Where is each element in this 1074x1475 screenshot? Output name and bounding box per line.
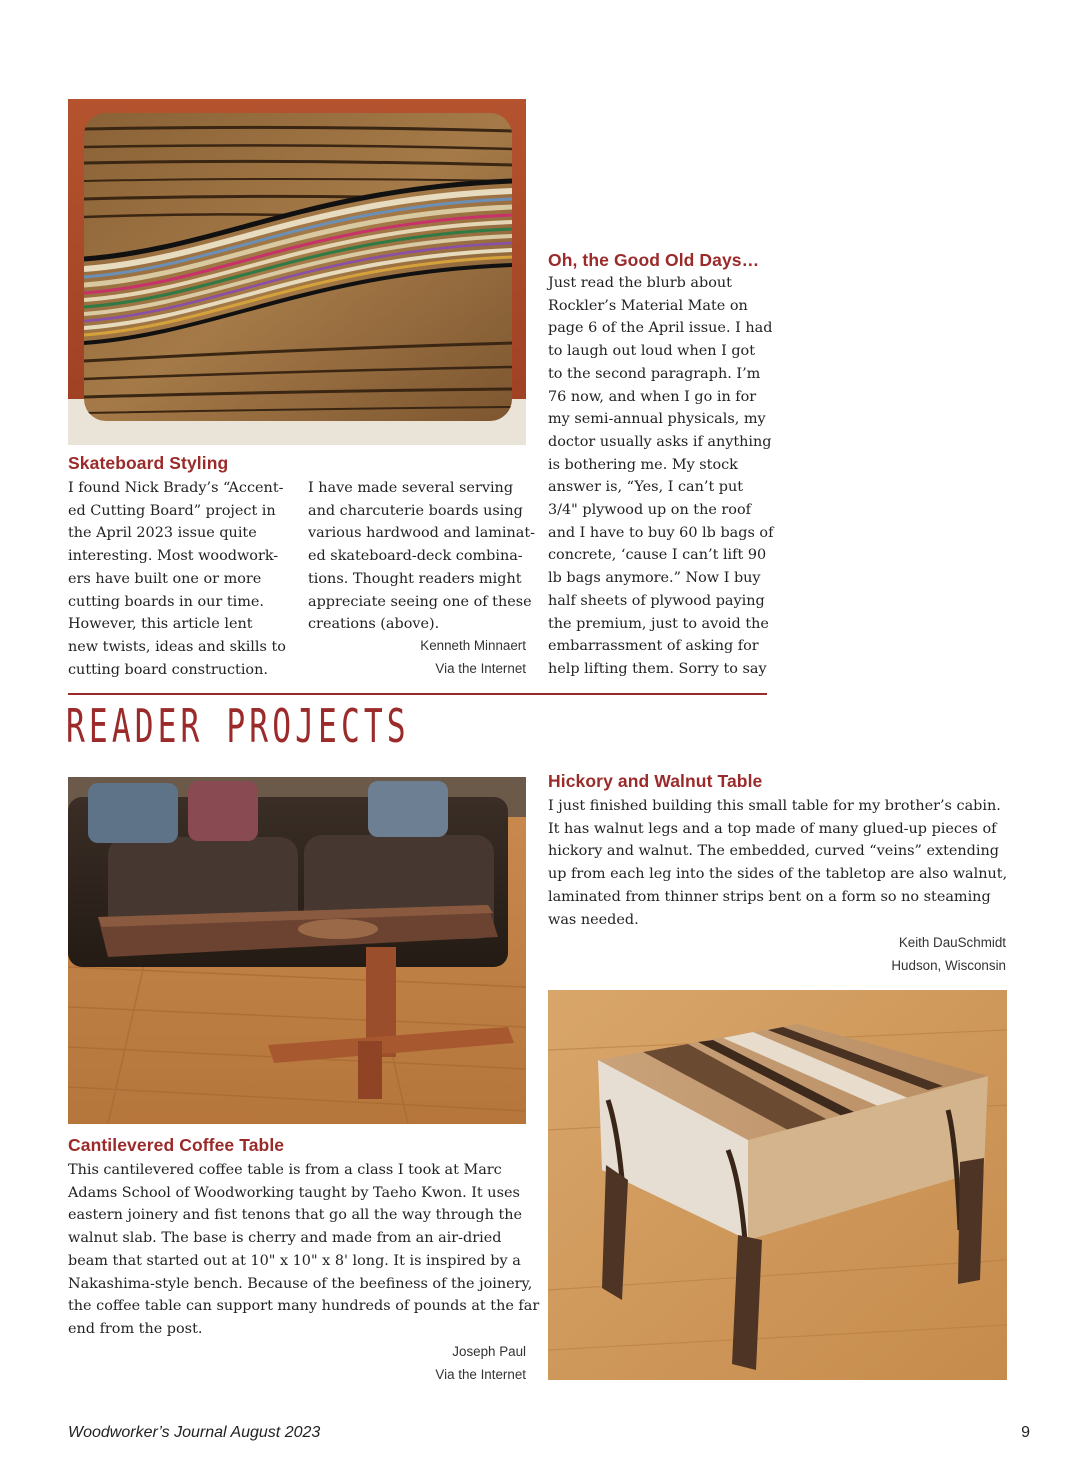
skateboard-styling-headline: Skateboard Styling <box>68 453 229 473</box>
text-line: ed skateboard-deck combina- <box>308 548 523 565</box>
text-line: half sheets of plywood paying <box>548 592 765 609</box>
hickory-table-photo <box>548 990 1007 1380</box>
skateboard-column-1 <box>68 477 286 681</box>
text-line: tions. Thought readers might <box>308 570 522 587</box>
text-line: lb bags anymore.” Now I buy <box>548 570 761 587</box>
text-line: to the second paragraph. I’m <box>548 365 761 382</box>
text-line: help lifting them. Sorry to say <box>548 660 767 677</box>
author-name: Joseph Paul <box>452 1344 526 1359</box>
text-line: page 6 of the April issue. I had <box>548 320 773 337</box>
footer-page-number: 9 <box>1021 1424 1030 1441</box>
text-line: beam that started out at 10" x 10" x 8' long. It is inspired by a <box>68 1252 521 1269</box>
text-line: This cantilevered coffee table is from a class I took at Marc <box>68 1162 502 1178</box>
coffee-table-headline: Cantilevered Coffee Table <box>68 1135 285 1155</box>
skateboard-column-2 <box>308 477 535 636</box>
text-line: I have made several serving <box>308 480 514 496</box>
author-location: Hudson, Wisconsin <box>891 957 1006 973</box>
good-old-days-column <box>548 272 773 681</box>
coffee-table-body <box>68 1159 539 1341</box>
text-line: answer is, “Yes, I can’t put <box>548 479 744 496</box>
footer-magazine-issue: Woodworker’s Journal August 2023 <box>68 1424 321 1441</box>
author-name: Keith DauSchmidt <box>898 935 1006 950</box>
text-line: was needed. <box>548 911 639 928</box>
section-rule <box>68 693 767 695</box>
text-line: end from the post. <box>68 1320 203 1337</box>
text-line: 3/4" plywood up on the roof <box>548 502 751 519</box>
text-line: creations (above). <box>308 616 440 633</box>
text-line: laminated from thinner strips bent on a form so no steaming <box>548 888 991 905</box>
author-location: Via the Internet <box>435 660 526 676</box>
text-line: the coffee table can support many hundreds of pounds at the far <box>68 1298 540 1315</box>
text-line: the premium, just to avoid the <box>548 615 769 632</box>
text-line: new twists, ideas and skills to <box>68 638 286 655</box>
text-line: hickory and walnut. The embedded, curved “veins” extending <box>548 843 999 860</box>
text-line: I just finished building this small table for my brother’s cabin. <box>548 798 1001 814</box>
text-line: the April 2023 issue quite <box>68 525 257 542</box>
text-line: embarrassment of asking for <box>548 638 759 655</box>
text-line: 76 now, and when I go in for <box>548 388 757 405</box>
text-line: It has walnut legs and a top made of many glued-up pieces of <box>548 820 997 837</box>
author-name: Kenneth Minnaert <box>420 638 526 653</box>
text-line: I found Nick Brady’s “Accent- <box>68 480 284 496</box>
text-line: concrete, ‘cause I can’t lift 90 <box>548 547 767 564</box>
text-line: doctor usually asks if anything <box>548 433 772 450</box>
text-line: walnut slab. The base is cherry and made from an air-dried <box>68 1230 502 1247</box>
text-line: Just read the blurb about <box>548 275 732 291</box>
text-line: appreciate seeing one of these <box>308 593 532 610</box>
hickory-table-headline: Hickory and Walnut Table <box>548 771 763 791</box>
coffee-table-credit <box>330 1341 526 1386</box>
text-line: Adams School of Woodworking taught by Taeho Kwon. It uses <box>68 1184 520 1201</box>
text-line: to laugh out loud when I got <box>548 343 755 360</box>
text-line: is bothering me. My stock <box>548 456 738 473</box>
text-line: up from each leg into the sides of the tabletop are also walnut, <box>548 866 1008 883</box>
reader-projects-heading: READER PROJECTS <box>66 699 410 753</box>
cutting-board-photo <box>68 99 526 445</box>
hickory-table-credit <box>800 932 1006 977</box>
text-line: and charcuterie boards using <box>308 502 523 519</box>
text-line: and I have to buy 60 lb bags of <box>548 524 774 541</box>
coffee-table-photo <box>68 777 526 1124</box>
text-line: ed Cutting Board” project in <box>68 502 276 519</box>
text-line: cutting boards in our time. <box>68 593 265 610</box>
skateboard-credit <box>330 635 526 680</box>
text-line: interesting. Most woodwork- <box>68 548 279 565</box>
text-line: ers have built one or more <box>68 570 262 587</box>
text-line: various hardwood and laminat- <box>308 525 536 542</box>
good-old-days-headline: Oh, the Good Old Days… <box>548 250 760 270</box>
text-line: Rockler’s Material Mate on <box>548 297 748 314</box>
text-line: cutting board construction. <box>68 661 268 678</box>
text-line: eastern joinery and fist tenons that go all the way through the <box>68 1207 523 1224</box>
hickory-table-body <box>548 795 1007 931</box>
text-line: my semi-annual physicals, my <box>548 411 766 428</box>
text-line: Nakashima-style bench. Because of the beefiness of the joinery, <box>68 1275 533 1292</box>
author-location: Via the Internet <box>435 1366 526 1382</box>
text-line: However, this article lent <box>68 616 253 633</box>
